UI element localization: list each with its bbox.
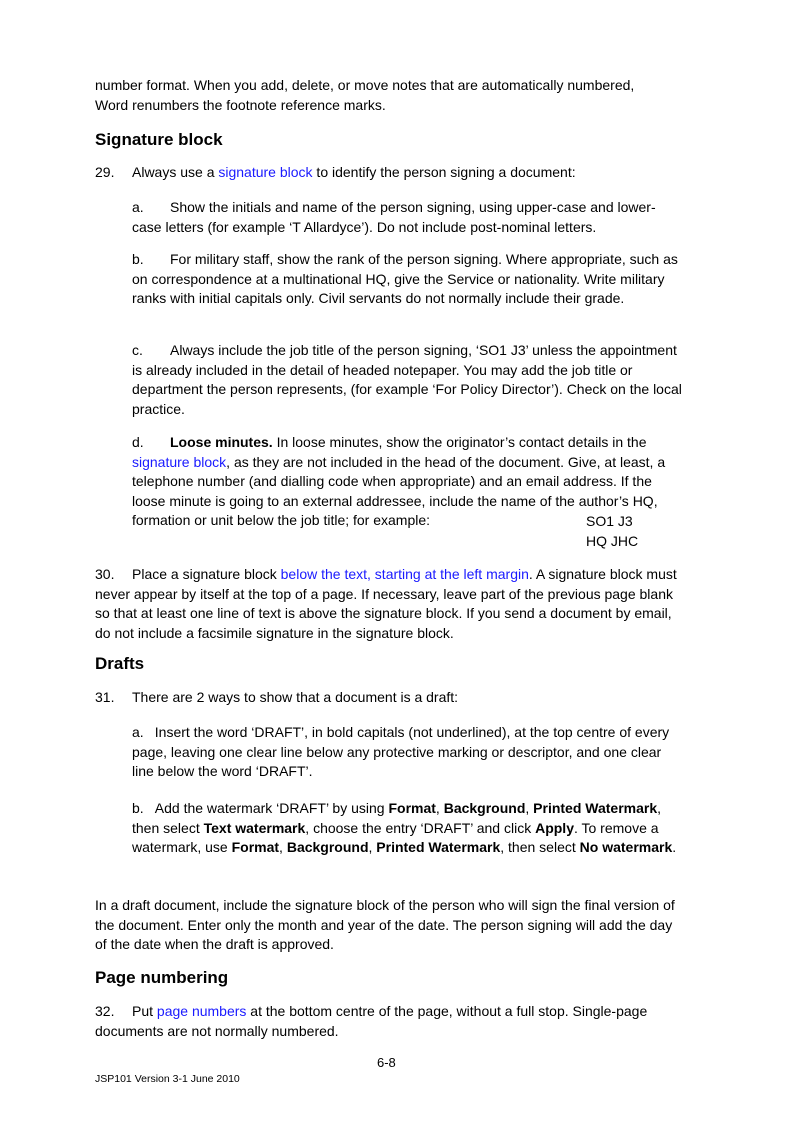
- paragraph-number: 29.: [95, 164, 115, 180]
- document-version-footer: JSP101 Version 3-1 June 2010: [95, 1073, 240, 1085]
- paragraph-32: [95, 1002, 685, 1041]
- intro-paragraph: [95, 76, 685, 115]
- draft-closing-paragraph: In a draft document, include the signature block of the person who will sign the final version of the document. Enter only the month and year of the date. The person signing will add the day of the date when the draft is approved.: [95, 897, 675, 952]
- menu-term: No watermark: [579, 839, 673, 855]
- page-number: 6-8: [377, 1055, 396, 1070]
- paragraph-30: [95, 565, 685, 643]
- text: .: [672, 839, 677, 855]
- menu-term: Format: [388, 800, 436, 816]
- example-signature-block: [586, 512, 638, 551]
- text: Show the initials and name of the person signing, using upper-case and lower-case letters (for example ‘T Allardyce’). Do not include post-nominal letters.: [132, 199, 656, 235]
- text: ,: [368, 839, 377, 855]
- subparagraph-31b: [132, 799, 685, 858]
- text: Put: [132, 1003, 157, 1019]
- text: There are 2 ways to show that a document is a draft:: [132, 689, 459, 705]
- text: For military staff, show the rank of the person signing. Where appropriate, such as on correspondence at a multinational HQ, give the Service or nationality. Write military ranks with initial capitals only. Civil servants do not normally include their grade.: [132, 251, 678, 306]
- intro-line-1: number format. When you add, delete, or move notes that are automatically numbered,: [95, 77, 635, 93]
- text: to identify the person signing a document:: [312, 164, 576, 180]
- heading-signature-block: Signature block: [95, 130, 223, 149]
- subparagraph-31a: [132, 723, 685, 782]
- menu-term: Apply: [535, 819, 574, 836]
- heading-drafts: Drafts: [95, 654, 145, 673]
- menu-term: Background: [443, 800, 526, 816]
- subparagraph-29a: [132, 198, 685, 237]
- text: In loose minutes, show the originator’s contact details in the: [272, 434, 647, 450]
- text: Place a signature block: [132, 566, 281, 582]
- text: Always include the job title of the person signing, ‘SO1 J3’ unless the appointment is already included in the detail of headed notepaper. You may add the job title or department the person represents, (for example ‘For Policy Director’). Check on the local practice.: [132, 342, 682, 417]
- heading-page-numbering: Page numbering: [95, 968, 229, 987]
- page-numbers-link[interactable]: page numbers: [156, 1003, 247, 1019]
- menu-term: Printed Watermark: [376, 839, 501, 855]
- signature-placement-link[interactable]: below the text, starting at the left margin: [280, 566, 529, 582]
- paragraph-29: [95, 163, 685, 183]
- signature-block-link[interactable]: signature block: [218, 164, 313, 180]
- text: . To remove a watermark, use: [132, 819, 659, 855]
- signature-line-1: SO1 J3: [586, 513, 633, 529]
- paragraph-number: 30.: [95, 566, 115, 582]
- subparagraph-letter: b.: [132, 800, 144, 816]
- text: Insert the word ‘DRAFT’, in bold capitals (not underlined), at the top centre of every page, leaving one clear line below any protective marking or descriptor, and one clear line below the word ‘DRAFT’.: [132, 724, 670, 779]
- signature-block-link[interactable]: signature block: [132, 453, 227, 470]
- subparagraph-letter: a.: [132, 724, 144, 740]
- paragraph-number: 32.: [95, 1003, 115, 1019]
- text: ,: [279, 839, 287, 855]
- text: Always use a: [132, 164, 219, 180]
- menu-term: Text watermark: [203, 819, 306, 836]
- menu-term: Background: [286, 839, 369, 855]
- intro-line-2: Word renumbers the footnote reference marks.: [95, 96, 386, 113]
- text: , then select: [132, 800, 662, 836]
- text: at the bottom centre of the page, without a full stop. Single-page documents are not normally numbered.: [95, 1003, 648, 1039]
- text: , as they are not included in the head of the document. Give, at least, a telephone number (and dialling code when appropriate) and an email address. If the loose minute is going to an external addressee, include the name of the author’s HQ, formation or unit below the job title; for example:: [132, 453, 666, 528]
- subparagraph-29b: [132, 250, 685, 309]
- bold-term: Loose minutes.: [170, 434, 273, 450]
- text: , choose the entry ‘DRAFT’ and click: [305, 819, 536, 836]
- paragraph-31: [95, 688, 685, 708]
- subparagraph-letter: a.: [132, 199, 144, 215]
- text: ,: [525, 800, 534, 816]
- menu-term: Printed Watermark: [533, 800, 658, 816]
- text: ,: [435, 800, 444, 816]
- subparagraph-letter: c.: [132, 342, 143, 358]
- subparagraph-letter: d.: [132, 434, 144, 450]
- subparagraph-letter: b.: [132, 251, 144, 267]
- signature-line-2: HQ JHC: [586, 532, 639, 549]
- text: , then select: [500, 839, 580, 855]
- text: . A signature block must never appear by itself at the top of a page. If necessary, leave part of the previous page blank so that at least one line of text is above the signature block. If you send a document by email, do not include a facsimile signature in the signature block.: [95, 566, 677, 641]
- paragraph-number: 31.: [95, 689, 115, 705]
- subparagraph-29c: [132, 341, 685, 419]
- text: Add the watermark ‘DRAFT’ by using: [154, 800, 389, 816]
- menu-term: Format: [231, 839, 280, 855]
